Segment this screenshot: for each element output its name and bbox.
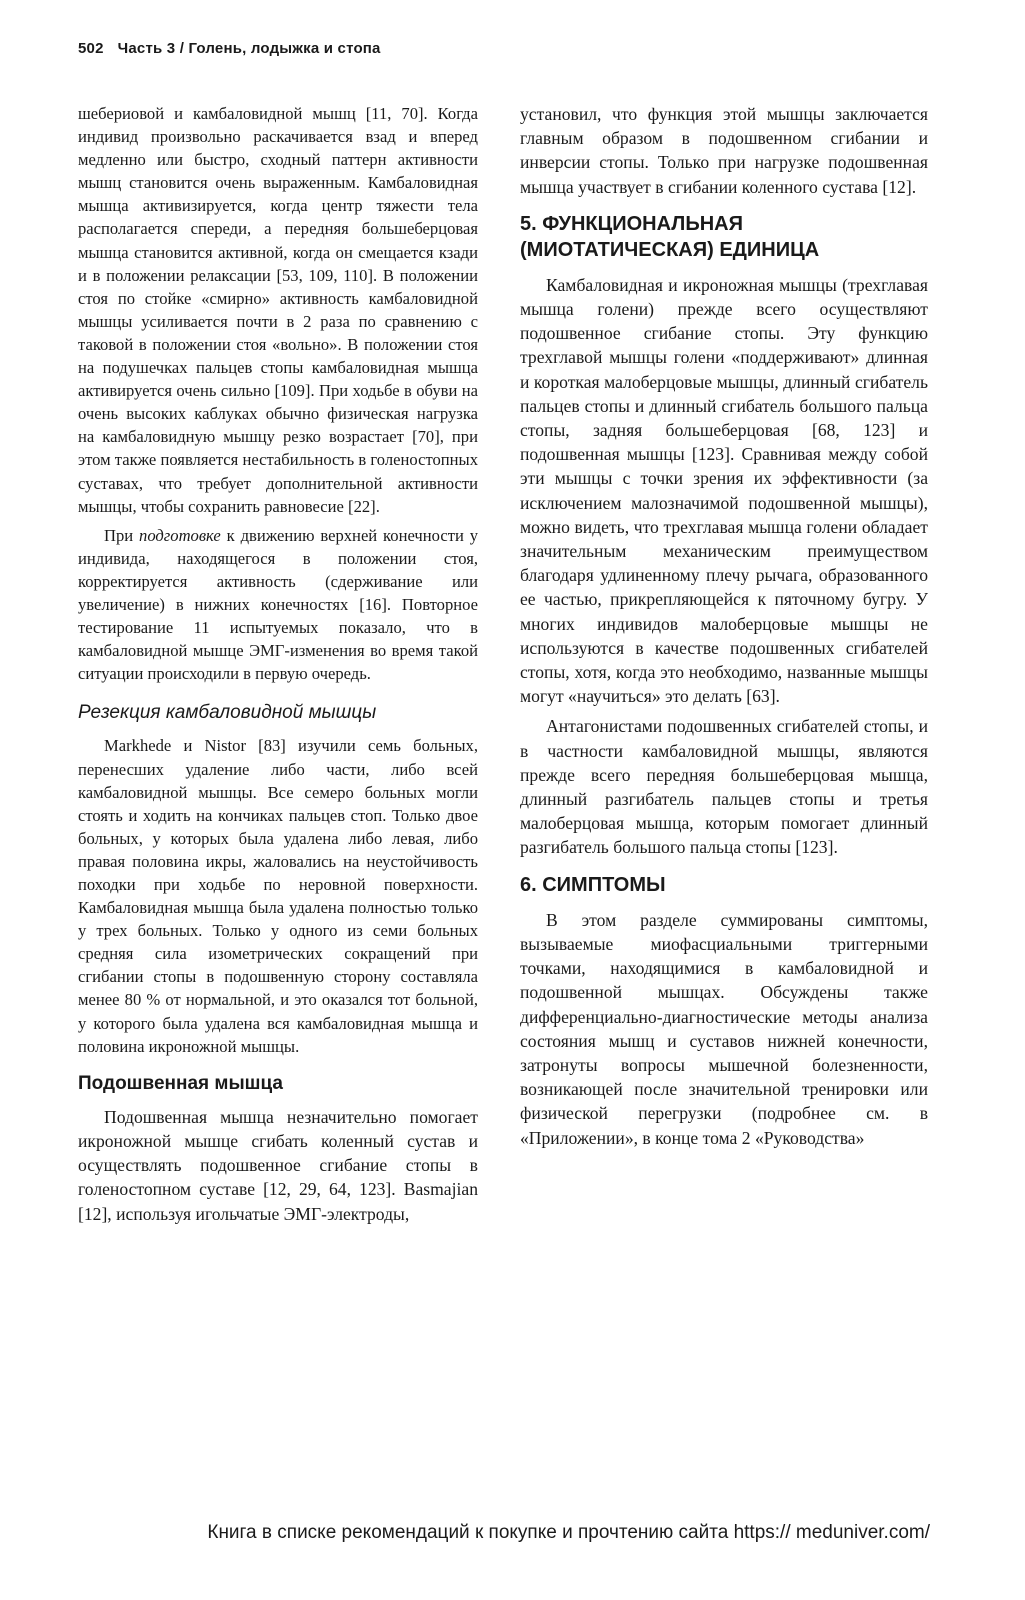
heading-section-6: 6. СИМПТОМЫ [520, 873, 666, 896]
heading-soleus-resection: Резекция камбаловидной мышцы [78, 702, 377, 724]
right-paragraph-3: Антагонистами подошвенных сгибателей стопы, и в частности камбаловидной мышцы, являются прежде всего передняя большеберцовая мышца, длинный разгибатель пальцев стопы и третья малоберцовая мышца, которым помогает длинный разгибатель большого пальца стопы [123]. [520, 716, 928, 858]
heading-plantaris: Подошвенная мышца [78, 1072, 283, 1094]
left-paragraph-4: Подошвенная мышца незначительно помогает икроножной мышце сгибать коленный сустав и осуществлять подошвенное сгибание стопы в голеностопном суставе [12, 29, 64, 123]. Basmajian [12], используя игольчатые ЭМГ-электроды, [78, 1106, 478, 1224]
left-paragraph-1: шебериовой и камбаловидной мышц [11, 70]. Когда индивид произвольно раскачивается взад и вперед медленно или быстро, сходный паттерн активности мышц становится очень выраженным. Камбаловидная мышца активизируется, когда центр тяжести тела располагается спереди, а передняя большеберцовая мышца становится активной, когда он смещается кзади и в положении релаксации [53, 109, 110]. В положении стоя по стойке «смирно» активность камбаловидной мышцы усиливается почти в 2 раза по сравнению с таковой в положении стоя «вольно». В положении стоя на подушечках пальцев стопы камбаловидная мышца активируется очень сильно [109]. При ходьбе в обуви на очень высоких каблуках обычно физическая нагрузка на камбаловидную мышцу резко возрастает [70], при этом также появляется нестабильность в голеностопных суставах, что требует дополнительной активности мышцы, чтобы сохранить равновесие [22]. [78, 104, 478, 516]
heading-section-5: 5. ФУНКЦИОНАЛЬНАЯ (МИОТАТИЧЕСКАЯ) ЕДИНИЦА [520, 212, 820, 261]
right-paragraph-4: В этом разделе суммированы симптомы, вызываемые миофасциальными триггерными точками, находящимися в камбаловидной и подошвенной мышцах. Обсуждены также дифференциально-диагностические методы анализа состояния мышц и суставов нижней конечности, затронуты вопросы мышечной болезненности, возникающей после значительной тренировки или физической перегрузки (подробнее см. в «Приложении», в конце тома 2 «Руководства» [520, 909, 928, 1148]
watermark-footer: Книга в списке рекомендаций к покупке и прочтению сайта https:// meduniver.com/ [207, 1522, 930, 1543]
running-head [78, 40, 381, 57]
section-title: Часть 3 / Голень, лодыжка и стопа [117, 40, 381, 57]
left-paragraph-2 [78, 524, 478, 686]
right-paragraph-1: установил, что функция этой мышцы заключается главным образом в подошвенном сгибании и инверсии стопы. Только при нагрузке подошвенная мышца участвует в сгибании коленного сустава [12]. [520, 104, 928, 197]
page-number: 502 [78, 40, 104, 57]
left-paragraph-3: Markhede и Nistor [83] изучили семь больных, перенесших удаление либо части, либо всей камбаловидной мышцы. Все семеро больных могли стоять и ходить на кончиках пальцев стоп. Только двое больных, у которых была удалена либо левая, либо правая половина икры, жаловались на неустойчивость походки при ходьбе по неровной поверхности. Камбаловидная мышца была удалена полностью только у трех больных. Только у одного из семи больных средняя сила изометрических сокращений при сгибании стопы в подошвенную сторону составляла менее 80 % от нормальной, и это оказался тот больной, у которого была удалена вся камбаловидная мышца и половина икроножной мышцы. [78, 736, 478, 1056]
right-column [520, 102, 928, 1156]
left-paragraph-2-start: При [104, 525, 140, 545]
left-column [78, 102, 478, 1232]
left-paragraph-2-emphasis: подготовке [139, 525, 221, 545]
left-paragraph-2-rest: к движению верхней конечности у индивида, находящегося в положении стоя, корректируется активность (сдерживание или увеличение) в нижних конечностях [16]. Повторное тестирование 11 испытуемых показало, что в камбаловидной мышце ЭМГ-изменения во время такой ситуации происходили в первую очередь. [78, 525, 478, 684]
right-paragraph-2: Камбаловидная и икроножная мышцы (трехглавая мышца голени) прежде всего осуществляют подошвенное сгибание стопы. Эту функцию трехглавой мышцы голени «поддерживают» длинная и короткая малоберцовые мышцы, длинный сгибатель пальцев стопы и длинный сгибатель большого пальца стопы, задняя большеберцовая [68, 123] и подошвенная мышцы [123]. Сравнивая между собой эти мышцы с точки зрения их эффективности (за исключением малозначимой подошвенной мышцы), можно видеть, что трехглавая мышца голени обладает значительным механическим преимуществом благодаря удлиненному плечу рычага, образованного ее частью, прикрепляющейся к пяточному бугру. У многих индивидов малоберцовые мышцы не используются в качестве подошвенных сгибателей стопы, хотя, когда это необходимо, названные мышцы могут «научиться» это делать [63]. [520, 274, 928, 707]
